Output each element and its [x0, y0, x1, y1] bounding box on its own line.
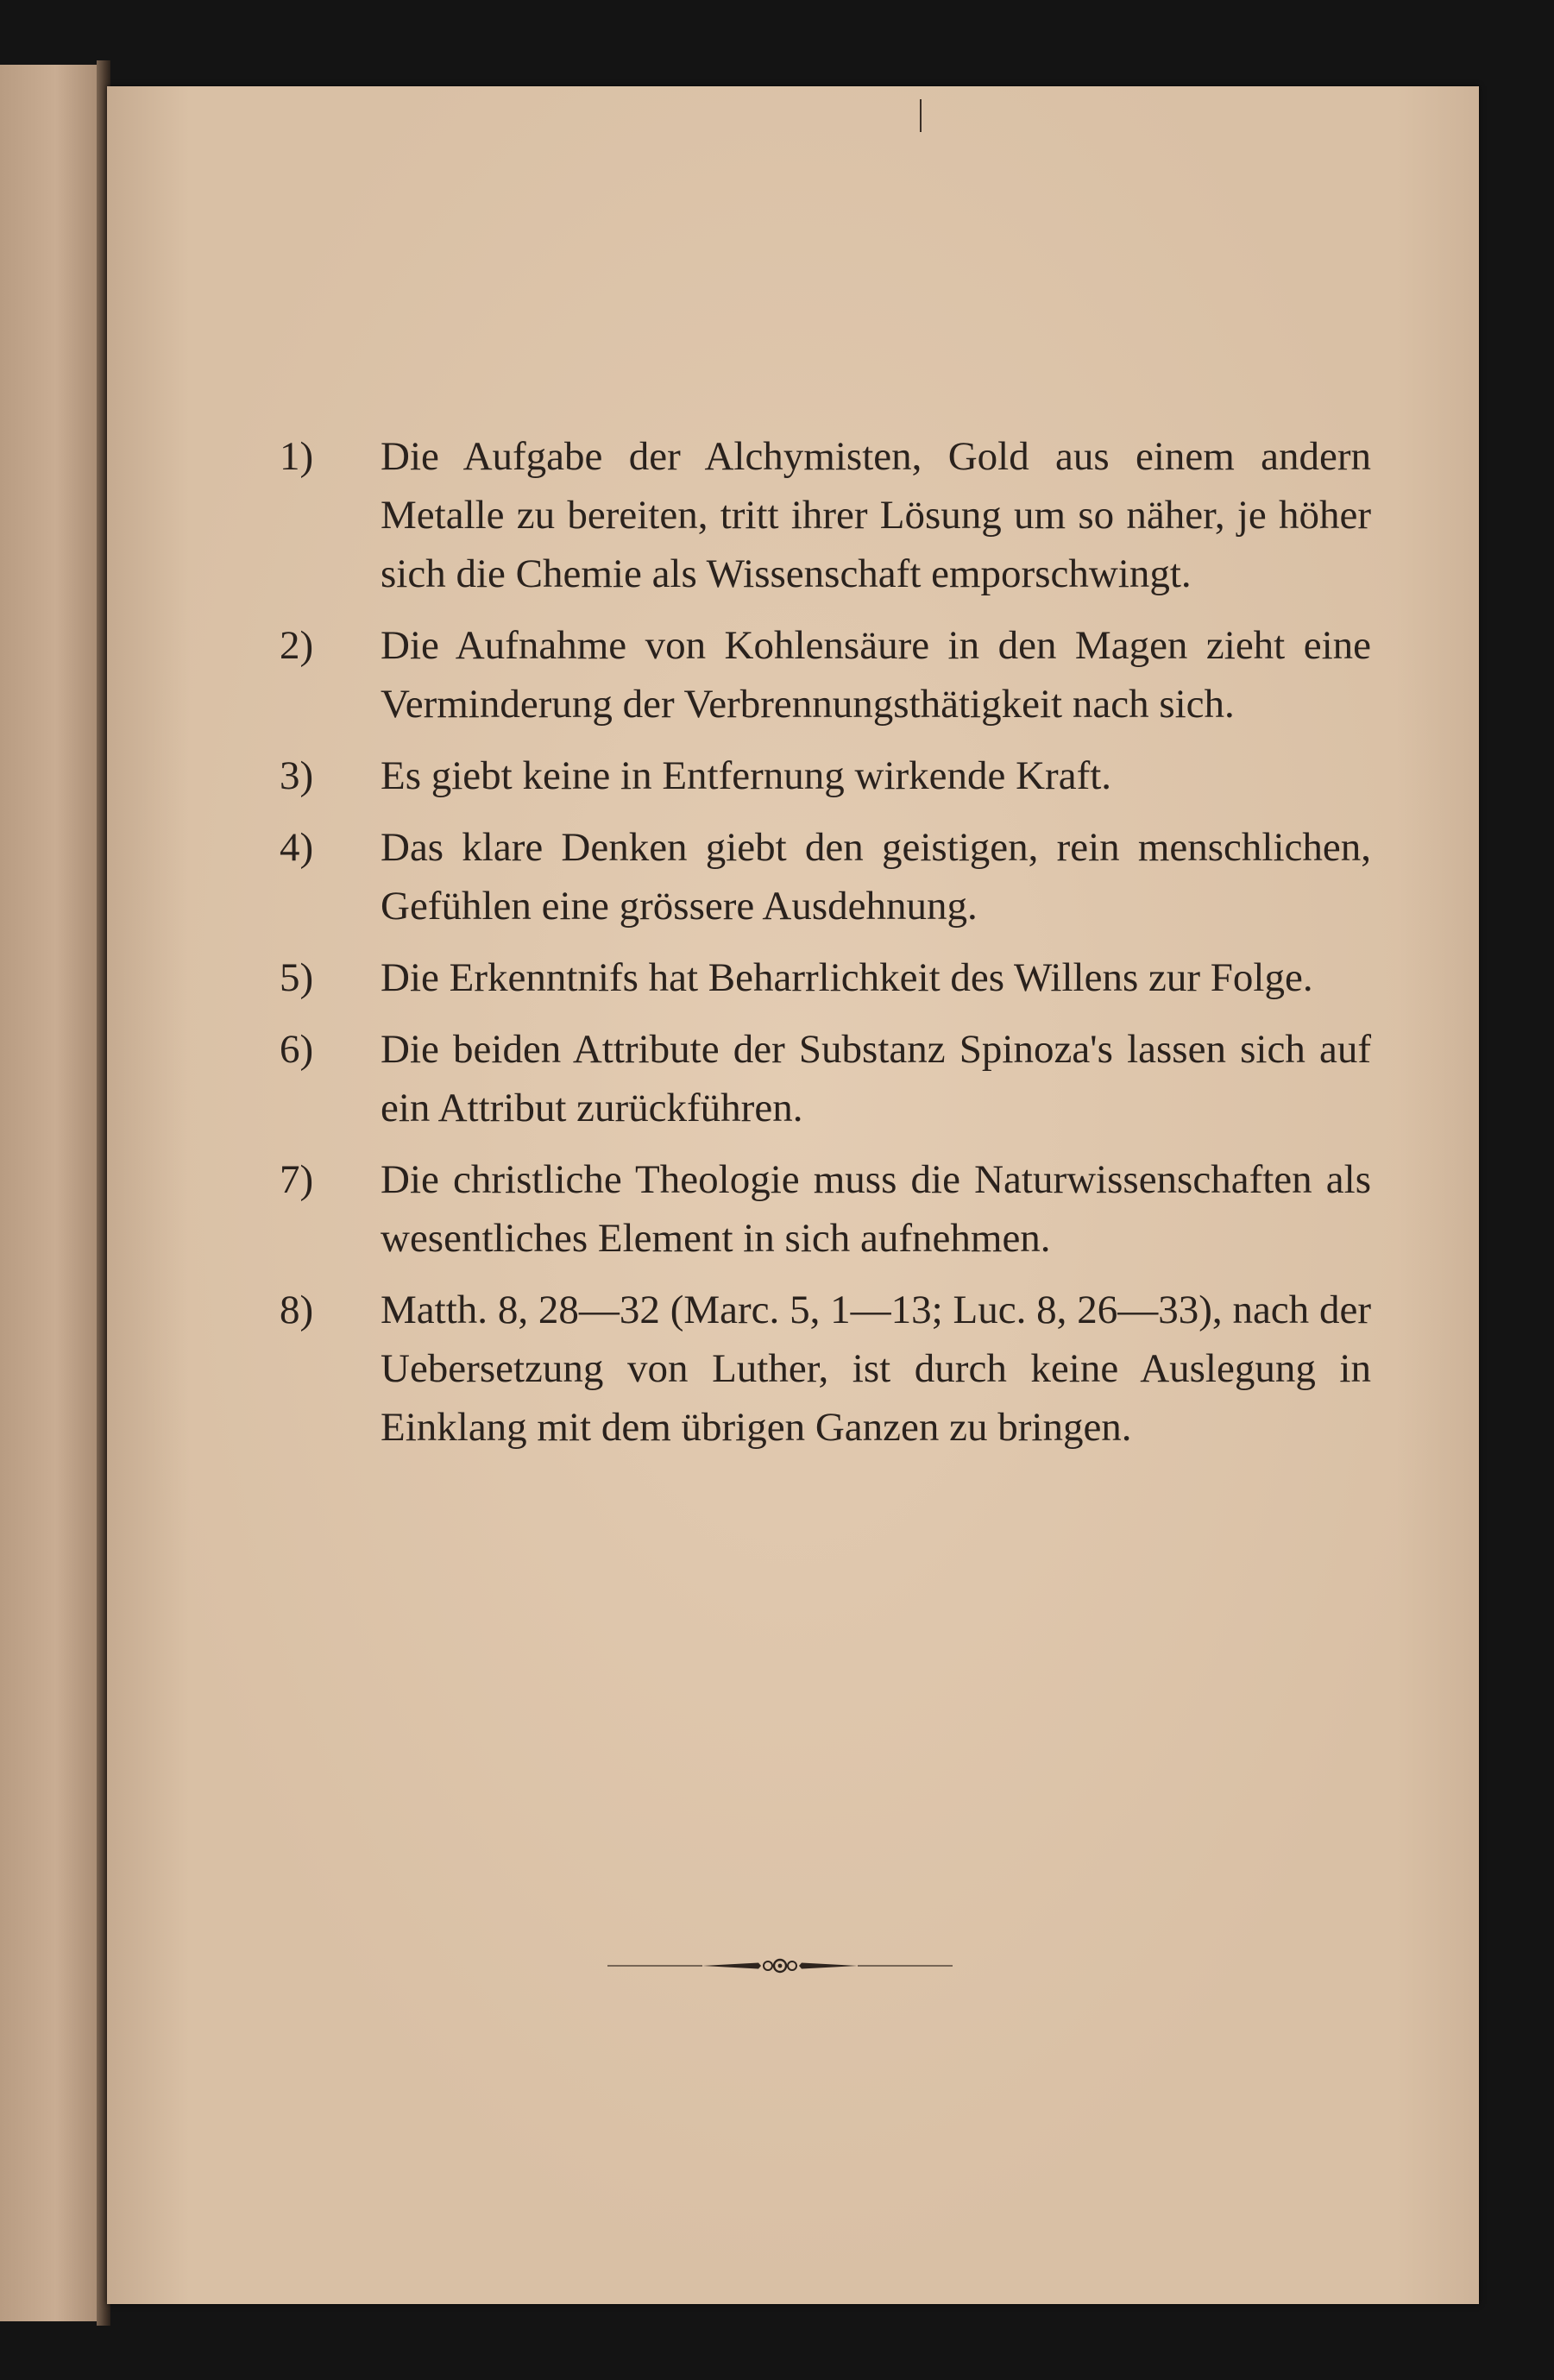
thesis-text: Die Erkenntnifs hat Beharrlichkeit des Willens zur Folge. [381, 955, 1313, 1000]
thesis-number: 3) [280, 753, 314, 798]
thesis-text: Die christliche Theologie muss die Naturwissenschaften als wesentliches Element in sich aufnehmen. [381, 1157, 1371, 1261]
thesis-text: Die Aufnahme von Kohlensäure in den Magen zieht eine Verminderung der Verbrennungsthätigkeit nach sich. [381, 623, 1371, 727]
thesis-number: 7) [280, 1157, 314, 1202]
thesis-number: 1) [280, 434, 314, 479]
thesis-text: Das klare Denken giebt den geistigen, rein menschlichen, Gefühlen eine grössere Ausdehnung. [381, 825, 1371, 929]
thesis-text: Matth. 8, 28—32 (Marc. 5, 1—13; Luc. 8, 26—33), nach der Uebersetzung von Luther, ist durch keine Auslegung in Einklang mit dem übrigen Ganzen zu bringen. [381, 1288, 1371, 1450]
left-page-edge [0, 65, 102, 2321]
document-page [107, 86, 1479, 2304]
thesis-text: Die Aufgabe der Alchymisten, Gold aus einem andern Metalle zu bereiten, tritt ihrer Lösung um so näher, je höher sich die Chemie als Wissenschaft emporschwingt. [381, 434, 1371, 596]
thesis-number: 2) [280, 623, 314, 668]
thesis-item [280, 746, 1371, 805]
thesis-number: 8) [280, 1288, 314, 1332]
decorative-ornament-divider [607, 1957, 953, 1974]
theses-list [280, 427, 1371, 1470]
thesis-item [280, 1020, 1371, 1137]
thesis-item [280, 616, 1371, 734]
thesis-number: 4) [280, 825, 314, 870]
page-fold-mark [920, 99, 922, 132]
thesis-item [280, 818, 1371, 935]
thesis-text: Die beiden Attribute der Substanz Spinoza's lassen sich auf ein Attribut zurückführen. [381, 1027, 1371, 1130]
thesis-number: 6) [280, 1027, 314, 1072]
thesis-item [280, 948, 1371, 1007]
thesis-item [280, 1281, 1371, 1457]
thesis-text: Es giebt keine in Entfernung wirkende Kraft. [381, 753, 1112, 798]
thesis-item [280, 1150, 1371, 1268]
thesis-item [280, 427, 1371, 603]
thesis-number: 5) [280, 955, 314, 1000]
